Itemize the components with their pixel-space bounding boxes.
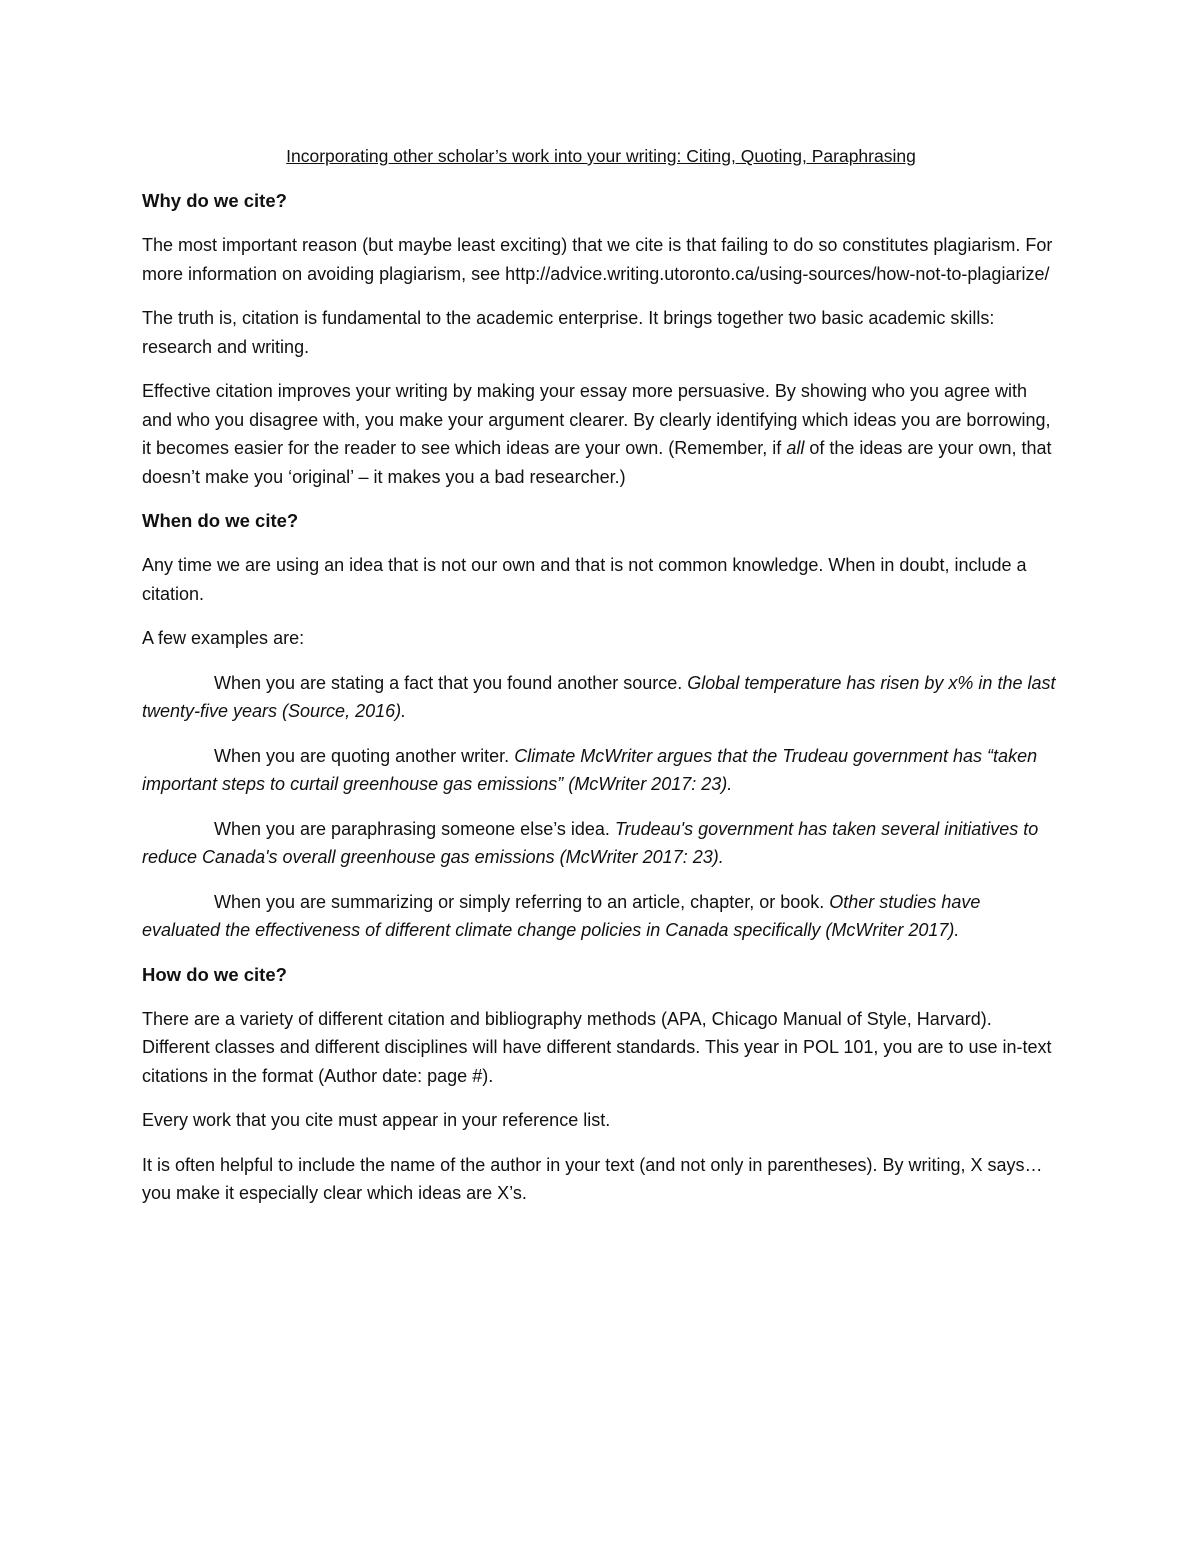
document-title: Incorporating other scholar’s work into your writing: Citing, Quoting, Paraphrasing	[286, 146, 916, 166]
paragraph-effective-citation	[142, 377, 1060, 491]
example-summarizing	[142, 888, 1060, 945]
paragraph-examples-intro: A few examples are:	[142, 628, 305, 648]
example-lead: When you are paraphrasing someone else’s idea.	[214, 818, 615, 839]
example-lead: When you are summarizing or simply referring to an article, chapter, or book.	[214, 891, 830, 912]
paragraph-author-name: It is often helpful to include the name of the author in your text (and not only in parentheses). By writing, X says… you make it especially clear which ideas are X’s.	[142, 1154, 1043, 1203]
paragraph-reference-list: Every work that you cite must appear in your reference list.	[142, 1110, 611, 1130]
example-lead: When you are quoting another writer.	[214, 745, 515, 766]
paragraph-citation-methods: There are a variety of different citation and bibliography methods (APA, Chicago Manual of Style, Harvard). Different classes and different disciplines will have different standards. This year in POL 101, you are to use in-text citations in the format (Author date: page #).	[142, 1008, 1052, 1086]
paragraph-any-time: Any time we are using an idea that is not our own and that is not common knowledge. When in doubt, include a citation.	[142, 555, 1027, 604]
effective-citation-emphasis: all	[786, 438, 805, 458]
example-paraphrasing	[142, 815, 1060, 872]
heading-how-cite: How do we cite?	[142, 963, 287, 985]
example-stating-fact	[142, 669, 1060, 726]
example-italic: Global temperature has risen by x% in the last twenty-five years (Source, 2016).	[142, 672, 1056, 721]
example-italic: Trudeau's government has taken several initiatives to reduce Canada's overall greenhouse gas emissions (McWriter 2017: 23).	[142, 818, 1039, 867]
paragraph-plagiarism: The most important reason (but maybe least exciting) that we cite is that failing to do so constitutes plagiarism. For more information on avoiding plagiarism, see http://advice.writing.utoronto.ca/using-sources/how-not-to-plagiarize/	[142, 235, 1053, 284]
effective-citation-text-b: of the ideas are your own, that doesn’t make you ‘original’ – it makes you a bad researcher.)	[142, 438, 1052, 487]
effective-citation-text-a: Effective citation improves your writing by making your essay more persuasive. By showing who you agree with and who you disagree with, you make your argument clearer. By clearly identifying which ideas you are borrowing, it becomes easier for the reader to see which ideas are your own. (Remember, if	[142, 381, 1051, 458]
example-quoting	[142, 742, 1060, 799]
document-page	[142, 142, 1060, 1224]
example-italic: Climate McWriter argues that the Trudeau government has “taken important steps to curtail greenhouse gas emissions” (McWriter 2017: 23).	[142, 745, 1038, 794]
heading-when-cite: When do we cite?	[142, 510, 299, 531]
heading-why-cite: Why do we cite?	[142, 190, 287, 211]
example-lead: When you are stating a fact that you found another source.	[214, 672, 688, 693]
paragraph-truth: The truth is, citation is fundamental to the academic enterprise. It brings together two basic academic skills: research and writing.	[142, 308, 995, 357]
example-italic: Other studies have evaluated the effectiveness of different climate change policies in Canada specifically (McWriter 2017).	[142, 891, 981, 940]
